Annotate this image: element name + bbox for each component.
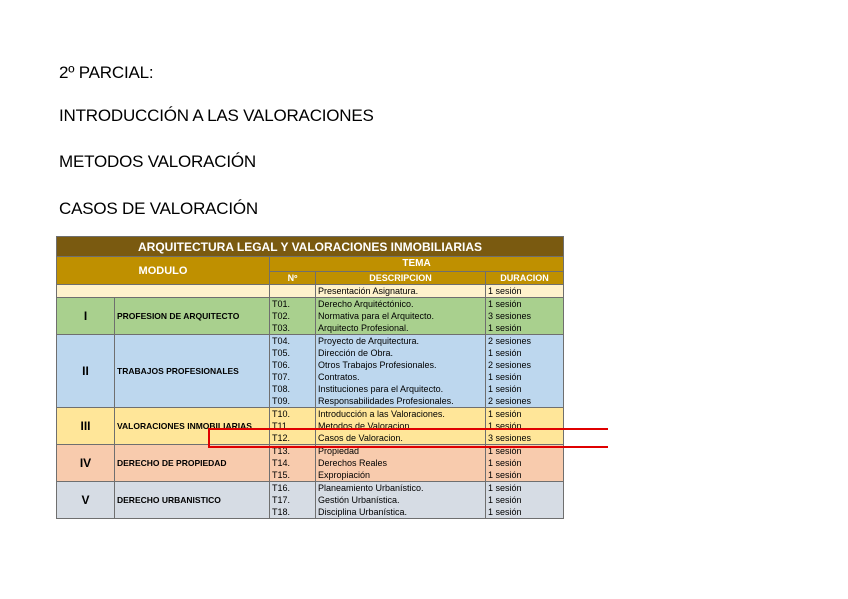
row-number: T13. xyxy=(270,445,316,458)
table-row xyxy=(57,482,564,495)
row-duration: 1 sesión xyxy=(486,506,564,519)
table-title: ARQUITECTURA LEGAL Y VALORACIONES INMOBILIARIAS xyxy=(57,237,564,257)
header-tema: TEMA xyxy=(270,257,564,272)
row-duration: 1 sesión xyxy=(486,445,564,458)
row-duration: 2 sesiones xyxy=(486,359,564,371)
header-num: Nº xyxy=(270,272,316,285)
row-description: Otros Trabajos Profesionales. xyxy=(316,359,486,371)
row-number: T09. xyxy=(270,395,316,408)
row-description: Metodos de Valoracion. xyxy=(316,420,486,432)
module-number: V xyxy=(57,482,115,519)
module-name: DERECHO URBANISTICO xyxy=(115,482,270,519)
header-modulo: MODULO xyxy=(57,257,270,285)
row-description: Disciplina Urbanística. xyxy=(316,506,486,519)
row-duration: 3 sesiones xyxy=(486,432,564,445)
table-row xyxy=(57,408,564,421)
row-number: T16. xyxy=(270,482,316,495)
row-description: Contratos. xyxy=(316,371,486,383)
row-duration: 1 sesión xyxy=(486,383,564,395)
module-name: DERECHO DE PROPIEDAD xyxy=(115,445,270,482)
row-number: T18. xyxy=(270,506,316,519)
module-number: III xyxy=(57,408,115,445)
row-duration: 1 sesión xyxy=(486,298,564,311)
row-duration: 3 sesiones xyxy=(486,310,564,322)
row-description: Responsabilidades Profesionales. xyxy=(316,395,486,408)
row-number: T15. xyxy=(270,469,316,482)
row-number: T14. xyxy=(270,457,316,469)
syllabus-table xyxy=(56,236,564,519)
module-number: II xyxy=(57,335,115,408)
row-description: Presentación Asignatura. xyxy=(316,285,486,298)
table-row xyxy=(57,285,564,298)
row-description: Arquitecto Profesional. xyxy=(316,322,486,335)
row-number: T11. xyxy=(270,420,316,432)
row-number: T03. xyxy=(270,322,316,335)
row-description: Introducción a las Valoraciones. xyxy=(316,408,486,421)
row-duration: 1 sesión xyxy=(486,482,564,495)
row-duration: 1 sesión xyxy=(486,469,564,482)
row-number: T04. xyxy=(270,335,316,348)
heading-introduccion: INTRODUCCIÓN A LAS VALORACIONES xyxy=(59,106,374,125)
module-name: VALORACIONES INMOBILIARIAS xyxy=(115,408,270,445)
row-number: T02. xyxy=(270,310,316,322)
module-name: PROFESION DE ARQUITECTO xyxy=(115,298,270,335)
row-duration: 1 sesión xyxy=(486,347,564,359)
intro-module-cell xyxy=(57,285,270,298)
intro-num-cell xyxy=(270,285,316,298)
row-duration: 1 sesión xyxy=(486,420,564,432)
row-description: Instituciones para el Arquitecto. xyxy=(316,383,486,395)
heading-metodos: METODOS VALORACIÓN xyxy=(59,152,256,171)
header-descripcion: DESCRIPCION xyxy=(316,272,486,285)
row-description: Proyecto de Arquitectura. xyxy=(316,335,486,348)
row-duration: 2 sesiones xyxy=(486,395,564,408)
row-description: Planeamiento Urbanístico. xyxy=(316,482,486,495)
row-duration: 1 sesión xyxy=(486,408,564,421)
row-description: Derechos Reales xyxy=(316,457,486,469)
row-number: T08. xyxy=(270,383,316,395)
row-description: Normativa para el Arquitecto. xyxy=(316,310,486,322)
module-number: IV xyxy=(57,445,115,482)
module-name: TRABAJOS PROFESIONALES xyxy=(115,335,270,408)
row-number: T01. xyxy=(270,298,316,311)
row-duration: 2 sesiones xyxy=(486,335,564,348)
row-number: T10. xyxy=(270,408,316,421)
row-number: T17. xyxy=(270,494,316,506)
row-number: T05. xyxy=(270,347,316,359)
module-number: I xyxy=(57,298,115,335)
header-duracion: DURACION xyxy=(486,272,564,285)
row-number: T06. xyxy=(270,359,316,371)
row-duration: 1 sesión xyxy=(486,322,564,335)
row-number: T12. xyxy=(270,432,316,445)
table-row xyxy=(57,335,564,348)
row-description: Derecho Arquitéctónico. xyxy=(316,298,486,311)
row-duration: 1 sesión xyxy=(486,457,564,469)
row-number: T07. xyxy=(270,371,316,383)
row-description: Casos de Valoracion. xyxy=(316,432,486,445)
heading-parcial: 2º PARCIAL: xyxy=(59,63,154,82)
row-duration: 1 sesión xyxy=(486,494,564,506)
row-description: Expropiación xyxy=(316,469,486,482)
row-description: Propiedad xyxy=(316,445,486,458)
row-description: Gestión Urbanística. xyxy=(316,494,486,506)
highlight-box xyxy=(208,428,608,448)
row-duration: 1 sesión xyxy=(486,285,564,298)
row-duration: 1 sesión xyxy=(486,371,564,383)
heading-casos: CASOS DE VALORACIÓN xyxy=(59,199,258,218)
row-description: Dirección de Obra. xyxy=(316,347,486,359)
table-row xyxy=(57,298,564,311)
